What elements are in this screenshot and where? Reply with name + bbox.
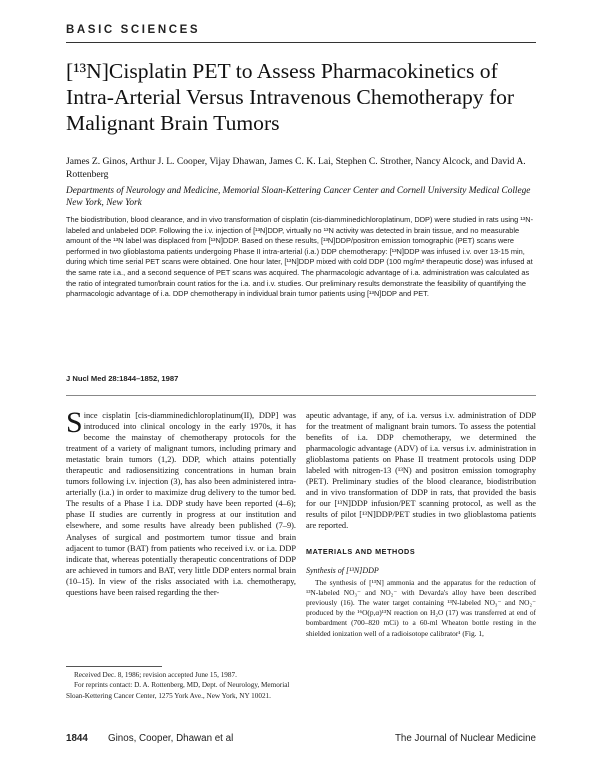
page-number: 1844: [66, 733, 88, 744]
body-column-right: [306, 410, 536, 639]
body-column-left: [66, 406, 296, 598]
received-note: Received Dec. 8, 1986; revision accepted June 15, 1987.: [74, 671, 237, 679]
synthesis-text: The synthesis of [¹³N] ammonia and the apparatus for the reduction of ¹³N-labeled NO₃⁻ and NO₂⁻ with Devarda's alloy have been described previously (16). The water target containing ¹³N-labeled NO₃⁻ and NO₂⁻ produced by the ¹⁶O(p,α)¹³N reaction on H₂O (17) was transferred at end of bombardment (700–820 mCi) to a 60-ml Wheaton bottle resting in the shielded ionization well of a radioisotope calibrator¹ (Fig. 1,: [306, 577, 536, 638]
intro-text-left: ince cisplatin [cis-diamminedichloroplatinum(II), DDP] was introduced into clinical oncology in the early 1970s, it has become the mainstay of chemotherapy protocols for the treatment of a variety of malignant tumors, including primary and metastatic brain tumors (1,2). DDP, which attains potentially therapeutic and radiosensitizing concentrations in human brain tumors following i.v. injection (3), has also been administered intra-arterially (i.a.) in order to maximize drug delivery to the tumor bed. The results of a Phase I i.a. DDP study have been reported (4–6); phase II studies are currently in progress at our institution and elsewhere, and some results have already been published (7–9). Analyses of surgical and postmortem tumor tissue and brain adjacent to tumor (BAT) from patients who received i.v. or i.a. DDP indicate that, whereas potentially therapeutic concentrations of DDP are achieved in tumors and BAT, very little DDP enters normal brain (10–15). In view of the risks associated with i.a. chemotherapy, questions have been raised regarding the ther-: [66, 411, 296, 597]
reprints-note: For reprints contact: D. A. Rottenberg, MD, Dept. of Neurology, Memorial Sloan-Kettering Cancer Center, 1275 York Ave., New York, NY 10021.: [66, 681, 290, 700]
section-label: BASIC SCIENCES: [66, 24, 201, 36]
footnotes: [66, 670, 296, 701]
synthesis-heading: Synthesis of [¹³N]DDP: [306, 565, 379, 575]
footnote-rule: [66, 666, 162, 667]
header-rule: [66, 42, 536, 43]
methods-heading: MATERIALS AND METHODS: [306, 546, 416, 556]
journal-name: The Journal of Nuclear Medicine: [394, 733, 536, 744]
intro-paragraph: [66, 406, 296, 598]
intro-text-right: apeutic advantage, if any, of i.a. versus i.v. administration of DDP for the treatment of malignant brain tumors. To assess the potential benefits of i.a. DDP chemotherapy, we determined the pharmacologic advantage (ADV) of i.a. versus i.v. administration in glioblastoma patients on Phase II treatment protocols using DDP labeled with nitrogen-13 (¹³N) and positron emission tomography (PET). Preliminary studies of the blood clearance, biodistribution and in vivo transformation of DDP in rats, that provided the basis for our [¹³N]DDP infusion/PET scanning protocol, as well as the results of pilot [¹³N]DDP/PET studies in two glioblastoma patients are reported.: [306, 411, 536, 531]
author-list: James Z. Ginos, Arthur J. L. Cooper, Vijay Dhawan, James C. K. Lai, Stephen C. Strother, Nancy Alcock, and David A. Rottenberg: [66, 156, 526, 180]
article-title: [¹³N]Cisplatin PET to Assess Pharmacokinetics of Intra-Arterial Versus Intravenous Chemotherapy for Malignant Brain Tumors: [66, 59, 515, 135]
section-divider: [66, 395, 536, 396]
drop-cap: S: [66, 406, 83, 439]
journal-citation: J Nucl Med 28:1844–1852, 1987: [66, 374, 179, 383]
abstract: The biodistribution, blood clearance, and in vivo transformation of cisplatin (cis-diamminedichloroplatinum, DDP) were studied in rats using ¹³N-labeled and unlabeled DDP. Following the i.v. injection of [¹³N]DDP, virtually no ¹³N activity was detected in brain tissue, and no measurable amount of the ¹³N label was displaced from [¹³N]DDP. Based on these results, [¹³N]DDP/positron emission tomographic (PET) scans were performed in two glioblastoma patients undergoing Phase II intra-arterial (i.a.) DDP chemotherapy: [¹³N]DDP was infused i.v. over 13-15 min, during which time serial PET scans were obtained. One hour later, [¹³N]DDP mixed with cold DDP (100 mg/m² therapeutic dose) was infused at the same rate i.a., and a second sequence of PET scans was acquired. The pharmacologic advantage of i.a. administration was calculated as the ratio of integrated tumor/brain count ratios for the i.a. and i.v. studies. Our preliminary results demonstrate the feasibility of quantifying the pharmacologic advantage of i.a. DDP chemotherapy in individual brain tumor patients using [¹³N]DDP and PET.: [66, 215, 534, 299]
running-authors: Ginos, Cooper, Dhawan et al: [108, 733, 234, 744]
affiliation: Departments of Neurology and Medicine, Memorial Sloan-Kettering Cancer Center and Cornell University Medical College New York, New York: [66, 186, 531, 208]
